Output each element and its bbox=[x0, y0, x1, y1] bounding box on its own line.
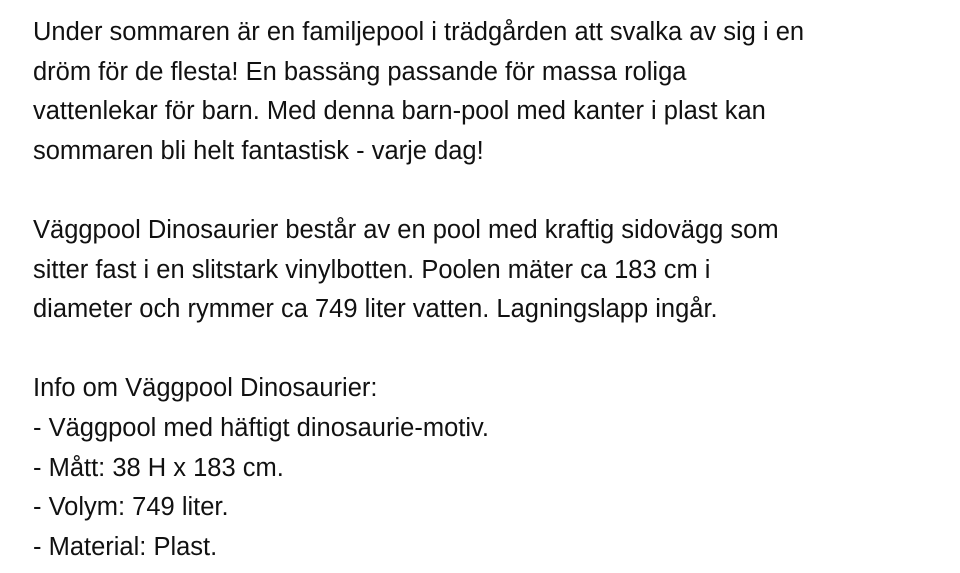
details-line: sitter fast i en slitstark vinylbotten. Poolen mäter ca 183 cm i bbox=[33, 255, 711, 284]
info-list-item: - Material: Plast. bbox=[33, 532, 218, 561]
info-list-item: - Mått: 38 H x 183 cm. bbox=[33, 453, 284, 482]
info-list-item: - Väggpool med häftigt dinosaurie-motiv. bbox=[33, 413, 489, 442]
intro-line: Under sommaren är en familjepool i trädgården att svalka av sig i en bbox=[33, 18, 805, 46]
info-list-item: - Volym: 749 liter. bbox=[33, 493, 229, 522]
intro-line: sommaren bli helt fantastisk - varje dag! bbox=[33, 136, 484, 165]
details-paragraph bbox=[33, 211, 938, 330]
details-line: diameter och rymmer ca 749 liter vatten. Lagningslapp ingår. bbox=[33, 295, 718, 324]
info-heading: Info om Väggpool Dinosaurier: bbox=[33, 374, 378, 403]
details-line: Väggpool Dinosaurier består av en pool med kraftig sidovägg som bbox=[33, 215, 779, 244]
intro-line: dröm för de flesta! En bassäng passande för massa roliga bbox=[33, 57, 687, 86]
intro-paragraph bbox=[33, 13, 938, 171]
paragraph-spacer bbox=[33, 330, 938, 370]
info-section bbox=[33, 369, 938, 567]
paragraph-spacer bbox=[33, 171, 938, 211]
intro-line: vattenlekar för barn. Med denna barn-pool med kanter i plast kan bbox=[33, 97, 766, 126]
product-description bbox=[33, 13, 938, 567]
